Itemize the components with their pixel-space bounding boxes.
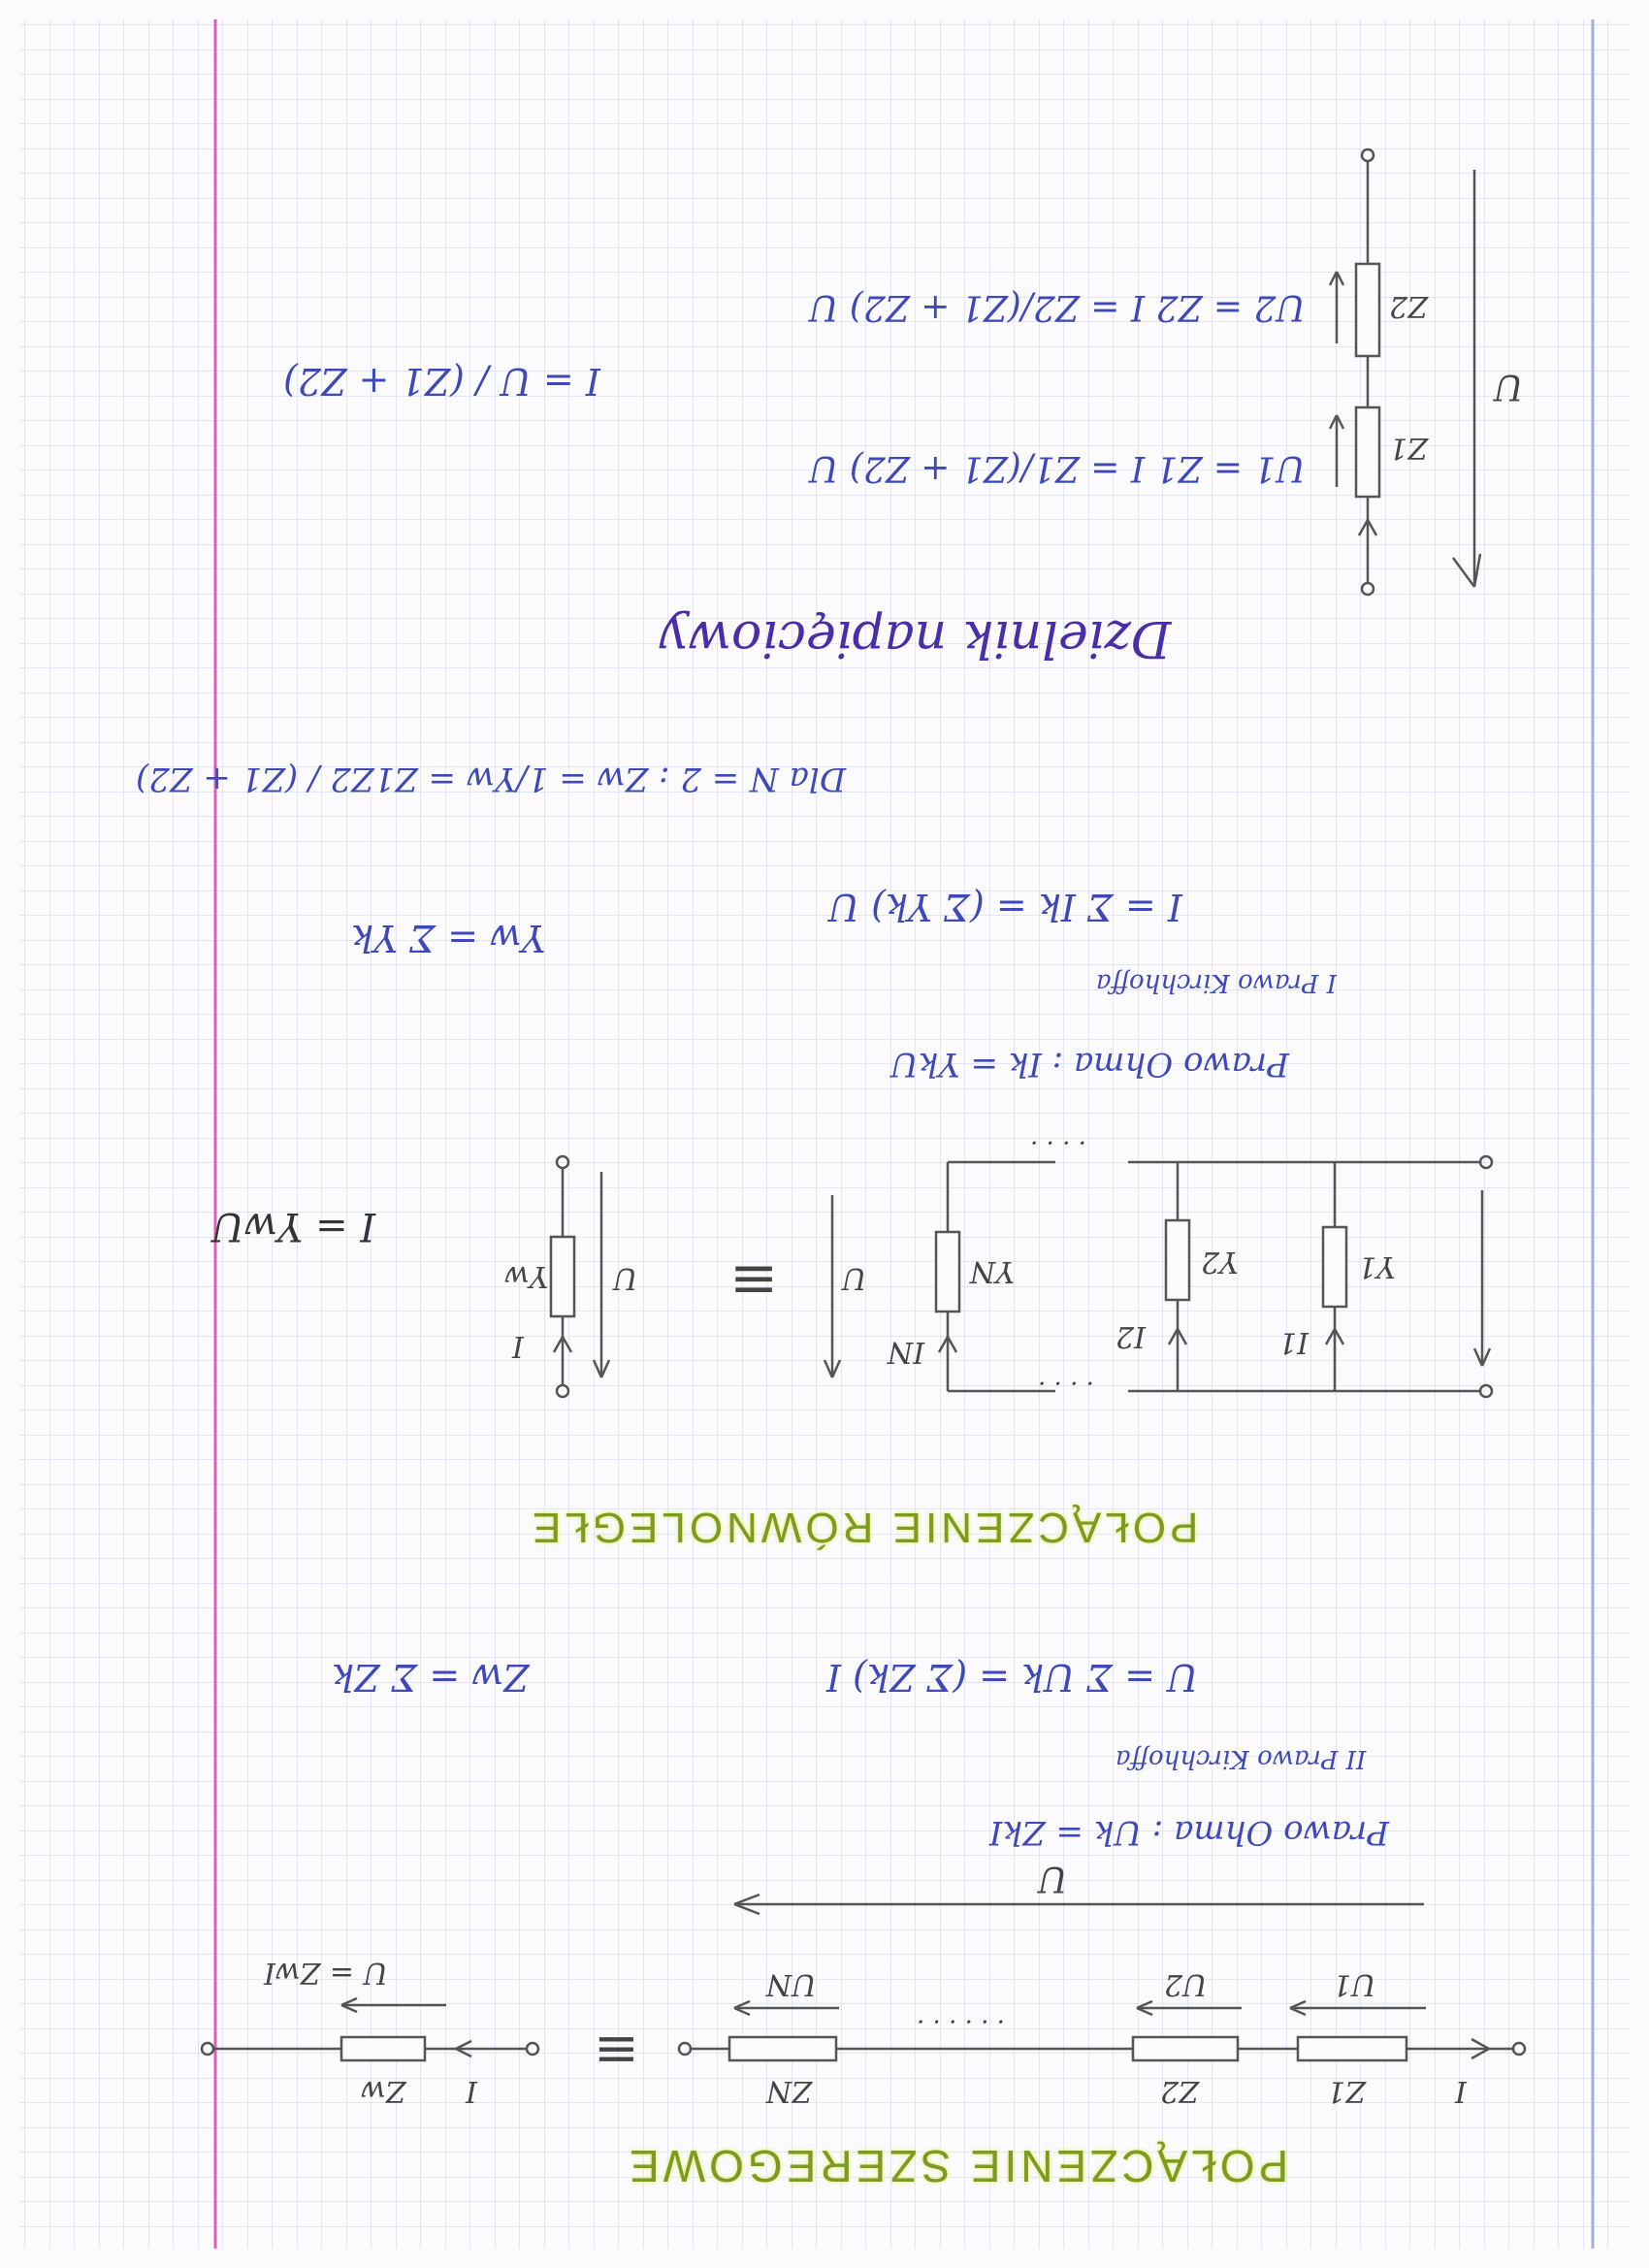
admittance-yn <box>936 1232 959 1312</box>
series-equiv-voltage: U = ZwI <box>264 1956 388 1990</box>
series-u1-label: U1 <box>1333 1967 1376 2001</box>
series-equiv-current: I <box>466 2074 477 2108</box>
parallel-dots-bottom: . . . . <box>1038 1376 1094 1405</box>
divider-u-label: U <box>1494 367 1524 406</box>
parallel-y1-label: Y1 <box>1358 1249 1396 1283</box>
divider-z1-label: Z1 <box>1389 431 1428 465</box>
resistor-div-z1 <box>1356 407 1379 497</box>
resistor-div-z2 <box>1356 264 1379 356</box>
series-u-label: U <box>1038 1859 1068 1898</box>
series-title: POŁĄCZENIE SZEREGOWE <box>626 2141 1289 2191</box>
resistor-z1 <box>1298 2037 1406 2060</box>
series-zn-label: ZN <box>766 2074 813 2108</box>
series-equiv-sign: ≡ <box>594 2019 639 2082</box>
series-kirchhoff-eq: U = Σ Uk = (Σ Zk) I <box>826 1656 1199 1699</box>
series-u2-label: U2 <box>1164 1967 1208 2001</box>
parallel-kirchhoff-title: I Prawo Kirchhoffa <box>1096 968 1337 997</box>
parallel-u-label: U <box>842 1261 867 1295</box>
admittance-y2 <box>1166 1220 1189 1300</box>
parallel-equiv-voltage: U <box>613 1261 638 1295</box>
series-current-label: I <box>1455 2074 1467 2108</box>
parallel-in-label: IN <box>888 1335 925 1369</box>
divider-u1-eq: U1 = Z1 I = Z1/(Z1 + Z2) U <box>809 448 1306 488</box>
admittance-y1 <box>1323 1227 1346 1307</box>
parallel-n2-case: Dla N = 2 : Zw = 1/Yw = Z1Z2 / (Z1 + Z2) <box>136 760 847 798</box>
parallel-yw-eq: Yw = Σ Yk <box>351 917 546 959</box>
grid-paper <box>19 19 1630 2249</box>
parallel-i2-label: I2 <box>1116 1319 1146 1353</box>
divider-current-eq: I = U / (Z1 + Z2) <box>283 360 600 403</box>
parallel-equiv-current: I <box>512 1329 524 1363</box>
parallel-title: POŁĄCZENIE RÓWNOLEGŁE <box>529 1504 1199 1551</box>
parallel-dots-top: . . . . <box>1030 1135 1086 1164</box>
series-un-label: UN <box>766 1967 817 2001</box>
parallel-result-eq: I = YwU <box>211 1204 376 1248</box>
series-ohm-law: Prawo Ohma : Uk = ZkI <box>989 1813 1390 1852</box>
resistor-zw <box>341 2037 425 2060</box>
resistor-z2 <box>1133 2037 1238 2060</box>
divider-z2-label: Z2 <box>1389 289 1428 323</box>
admittance-yw <box>551 1237 574 1316</box>
divider-title: Dzielnik napięciowy <box>660 609 1172 667</box>
series-zw-label: Zw <box>361 2074 406 2108</box>
parallel-equiv-sign: ≡ <box>729 1247 779 1314</box>
series-dots: . . . . . . <box>917 2014 1005 2043</box>
divider-u2-eq: U2 = Z2 I = Z2/(Z1 + Z2) U <box>809 287 1306 327</box>
series-zw-eq: Zw = Σ Zk <box>332 1656 530 1699</box>
series-kirchhoff-title: II Prawo Kirchhoffa <box>1116 1744 1367 1773</box>
parallel-kirchhoff-eq: I = Σ Ik = (Σ Yk) U <box>828 886 1182 928</box>
resistor-zn <box>729 2037 836 2060</box>
parallel-yn-label: YN <box>970 1254 1016 1288</box>
series-z1-label: Z1 <box>1327 2074 1366 2108</box>
series-z2-label: Z2 <box>1160 2074 1199 2108</box>
parallel-ohm-law: Prawo Ohma : Ik = YkU <box>890 1045 1289 1084</box>
parallel-y2-label: Y2 <box>1201 1245 1239 1279</box>
parallel-yw-label: Yw <box>504 1259 549 1293</box>
parallel-i1-label: I1 <box>1278 1325 1309 1359</box>
